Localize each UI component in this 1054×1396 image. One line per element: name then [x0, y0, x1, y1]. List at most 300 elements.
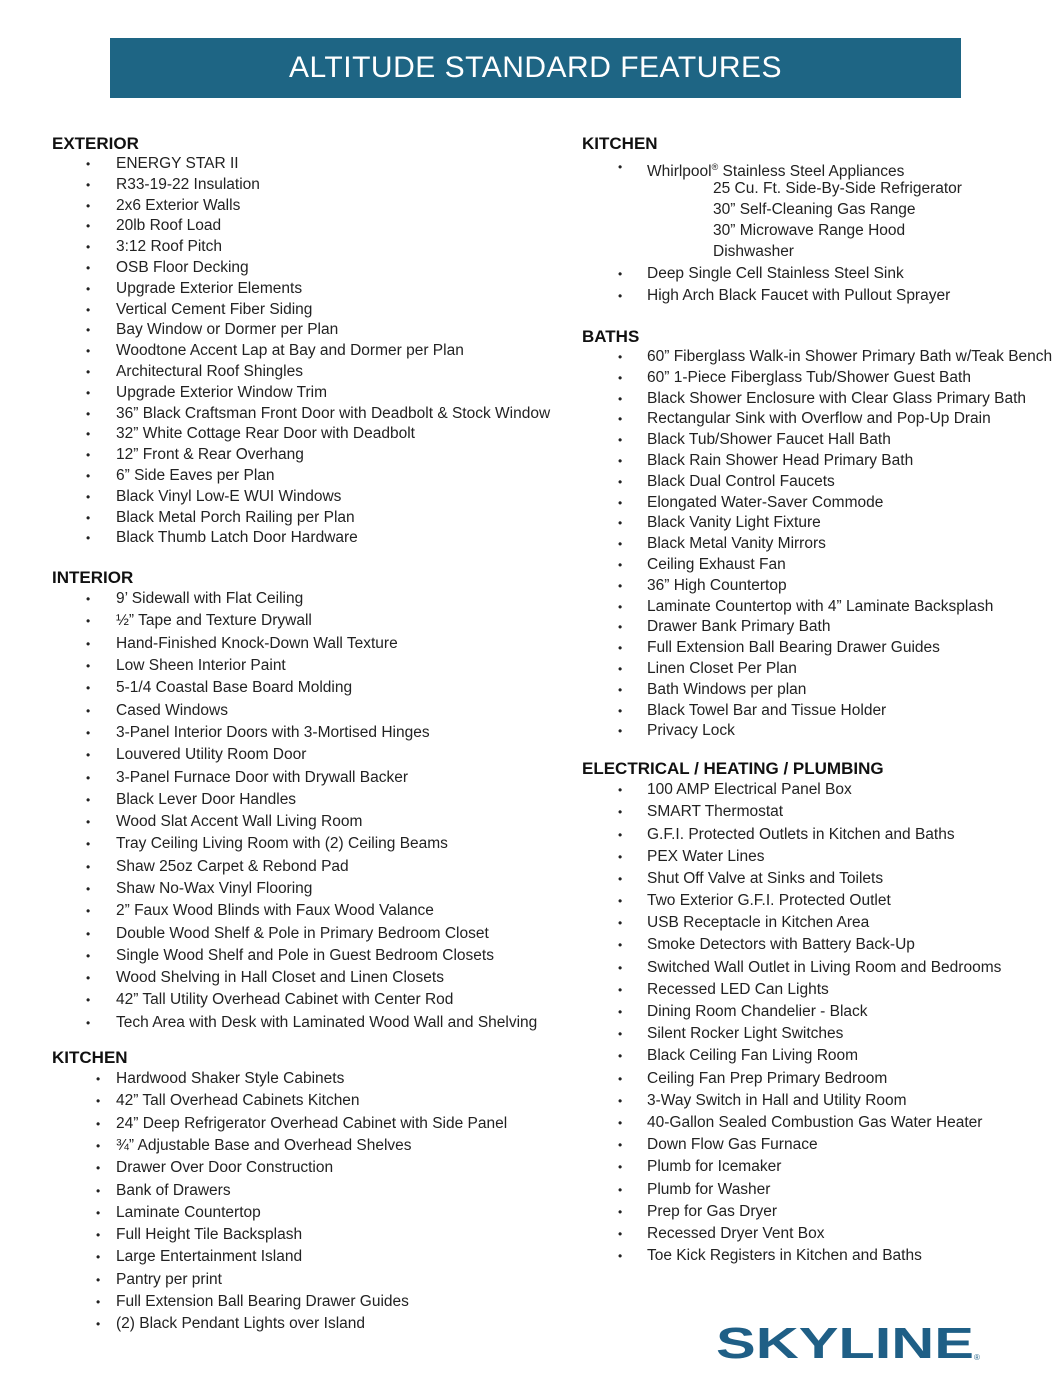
bullet-icon: •	[96, 1094, 101, 1109]
list-item	[52, 833, 552, 855]
list-item	[52, 1202, 552, 1224]
list-item-label: ¾” Adjustable Base and Overhead Shelves	[116, 1136, 412, 1154]
bullet-icon: •	[618, 1182, 623, 1197]
list-item-label: OSB Floor Decking	[116, 258, 249, 276]
section-title: ELECTRICAL / HEATING / PLUMBING	[582, 759, 884, 779]
list-item	[52, 811, 552, 833]
bullet-icon: •	[96, 1161, 101, 1176]
bullet-icon: •	[86, 882, 91, 896]
list-item-label: Upgrade Exterior Window Trim	[116, 383, 328, 401]
bullet-icon: •	[86, 1015, 91, 1030]
skyline-logo-mark	[716, 1322, 981, 1364]
bullet-icon: •	[618, 453, 623, 468]
list-item-label: Ceiling Exhaust Fan	[647, 555, 786, 573]
bullet-icon: •	[618, 1115, 623, 1130]
list-item-label: Elongated Water-Saver Commode	[647, 493, 884, 511]
kitchen-sink-list	[582, 263, 1052, 307]
bullet-icon: •	[96, 1250, 101, 1265]
list-item-label: 6” Side Eaves per Plan	[116, 466, 275, 484]
list-item	[52, 767, 552, 789]
list-item-label: Tech Area with Desk with Laminated Wood Wall and Shelving	[116, 1013, 538, 1031]
sub-item: Dishwasher	[713, 243, 794, 260]
list-item-label: Bay Window or Dormer per Plan	[116, 321, 339, 339]
list-item-label: Full Height Tile Backsplash	[116, 1226, 303, 1244]
page-title: ALTITUDE STANDARD FEATURES	[288, 51, 783, 84]
list-item	[582, 389, 1052, 410]
list-item	[52, 487, 552, 508]
bullet-icon: •	[86, 592, 91, 607]
section-electrical	[582, 759, 1052, 1267]
bullet-icon: •	[618, 160, 623, 174]
list-item	[582, 1090, 1052, 1112]
list-item-label: Black Towel Bar and Tissue Holder	[647, 701, 887, 719]
bullet-icon: •	[86, 385, 91, 400]
list-item	[582, 638, 1052, 659]
section-title: INTERIOR	[52, 568, 134, 588]
list-item	[52, 1157, 552, 1179]
list-item-label: R33-19-22 Insulation	[116, 175, 260, 193]
list-item	[582, 493, 1052, 514]
bullet-icon: •	[86, 364, 91, 379]
title-banner	[110, 38, 961, 98]
bullet-icon: •	[618, 641, 623, 656]
list-item	[52, 655, 552, 677]
list-item-label: Ceiling Fan Prep Primary Bedroom	[647, 1069, 888, 1087]
list-item-label: 12” Front & Rear Overhang	[116, 446, 304, 464]
bullet-icon: •	[618, 350, 623, 364]
list-item	[582, 555, 1052, 576]
list-item-label: Drawer Over Door Construction	[116, 1159, 334, 1177]
list-item-label: 60” Fiberglass Walk-in Shower Primary Bath w/Teak Bench	[647, 348, 1053, 365]
list-item-label: 42” Tall Utility Overhead Cabinet with Center Rod	[116, 991, 454, 1009]
list-item-label: Switched Wall Outlet in Living Room and Bedrooms	[647, 958, 1002, 976]
list-item	[52, 789, 552, 811]
list-item-label: Two Exterior G.F.I. Protected Outlet	[647, 892, 891, 910]
bullet-icon: •	[86, 614, 91, 629]
list-item-label: 36” High Countertop	[647, 576, 787, 594]
list-item-label: Double Wood Shelf & Pole in Primary Bedroom Closet	[116, 924, 489, 942]
list-item	[582, 347, 1052, 368]
list-item	[52, 216, 552, 237]
list-item-label: Silent Rocker Light Switches	[647, 1025, 844, 1043]
list-item-label: Black Dual Control Faucets	[647, 472, 835, 490]
list-item	[52, 700, 552, 722]
bullet-icon: •	[618, 537, 623, 552]
electrical-list	[582, 779, 1052, 1267]
list-item	[582, 534, 1052, 555]
list-item-label: Hand-Finished Knock-Down Wall Texture	[116, 634, 398, 652]
list-item	[52, 900, 552, 922]
bullet-icon: •	[96, 1295, 101, 1310]
list-item-label: 32” White Cottage Rear Door with Deadbolt	[116, 425, 415, 443]
list-item-label: Rectangular Sink with Overflow and Pop-Up Drain	[647, 410, 991, 428]
list-item-label: Hardwood Shaker Style Cabinets	[116, 1070, 345, 1088]
list-item-label: Bank of Drawers	[116, 1181, 231, 1199]
list-item	[52, 677, 552, 699]
bullet-icon: •	[618, 894, 623, 909]
bullet-icon: •	[618, 960, 623, 975]
list-item	[52, 175, 552, 196]
list-item-label: ½” Tape and Texture Drywall	[116, 612, 312, 630]
list-item-label: Toe Kick Registers in Kitchen and Baths	[647, 1247, 922, 1265]
bullet-icon: •	[86, 971, 91, 986]
sub-item: 25 Cu. Ft. Side-By-Side Refrigerator	[713, 180, 962, 197]
bullet-icon: •	[96, 1072, 101, 1087]
list-item-label: Black Metal Porch Railing per Plan	[116, 508, 355, 526]
list-item	[52, 300, 552, 321]
list-item-label: Upgrade Exterior Elements	[116, 279, 303, 297]
bullet-icon: •	[86, 859, 91, 874]
bullet-icon: •	[618, 599, 623, 614]
list-item	[52, 1291, 552, 1313]
list-item-label: Black Lever Door Handles	[116, 790, 297, 808]
bullet-icon: •	[86, 219, 91, 234]
list-item	[52, 404, 552, 425]
list-item-label: Shaw 25oz Carpet & Rebond Pad	[116, 857, 349, 875]
list-item	[52, 610, 552, 632]
list-item	[582, 1245, 1052, 1267]
bullet-icon: •	[618, 805, 623, 820]
bullet-icon: •	[618, 495, 623, 510]
list-item-label: 3-Panel Interior Doors with 3-Mortised Hinges	[116, 723, 430, 741]
list-item	[52, 258, 552, 279]
bullet-icon: •	[618, 1204, 623, 1219]
sub-item: 30” Microwave Range Hood	[713, 222, 906, 239]
list-item-label: Recessed Dryer Vent Box	[647, 1224, 825, 1242]
bullet-icon: •	[618, 1027, 623, 1042]
bullet-icon: •	[86, 281, 91, 296]
bullet-icon: •	[618, 916, 623, 931]
bullet-icon: •	[618, 412, 623, 427]
appliance-label: Stainless Steel Appliances	[718, 163, 905, 181]
bullet-icon: •	[618, 267, 623, 281]
list-item-label: Black Vinyl Low-E WUI Windows	[116, 487, 342, 505]
list-item	[582, 824, 1052, 846]
list-item	[52, 878, 552, 900]
bullet-icon: •	[86, 748, 91, 763]
list-item	[582, 957, 1052, 979]
bullet-icon: •	[618, 724, 623, 739]
list-item-label: Louvered Utility Room Door	[116, 746, 307, 764]
list-item-label: Privacy Lock	[647, 722, 735, 740]
bullet-icon: •	[618, 391, 623, 406]
logo-text: SKYLINE	[716, 1322, 974, 1364]
list-item-label: Shaw No-Wax Vinyl Flooring	[116, 880, 313, 897]
bullet-icon: •	[86, 323, 91, 338]
list-item-label: Full Extension Ball Bearing Drawer Guides	[116, 1293, 409, 1311]
list-item-label: ENERGY STAR II	[116, 155, 239, 172]
bullet-icon: •	[86, 427, 91, 442]
bullet-icon: •	[86, 406, 91, 421]
list-item	[582, 801, 1052, 823]
list-item	[52, 1313, 552, 1335]
list-item-label: Drawer Bank Primary Bath	[647, 618, 831, 636]
list-item-label: 9’ Sidewall with Flat Ceiling	[116, 590, 304, 608]
list-item	[52, 1135, 552, 1157]
list-item	[52, 1068, 552, 1090]
list-item-label: 3:12 Roof Pitch	[116, 238, 222, 256]
logo-reg-mark: ®	[974, 1353, 980, 1362]
list-item	[52, 466, 552, 487]
bullet-icon: •	[86, 725, 91, 740]
appliance-brand: Whirlpool	[647, 163, 712, 181]
list-item-label: Bath Windows per plan	[647, 680, 807, 698]
list-item	[52, 279, 552, 300]
list-item	[582, 680, 1052, 701]
list-item-label: 40-Gallon Sealed Combustion Gas Water Heater	[647, 1113, 983, 1131]
list-item	[582, 1001, 1052, 1023]
list-item-label: 42” Tall Overhead Cabinets Kitchen	[116, 1092, 360, 1110]
list-item	[582, 721, 1052, 742]
list-item	[582, 1201, 1052, 1223]
bullet-icon: •	[86, 993, 91, 1008]
list-item	[582, 154, 1052, 181]
list-item	[582, 979, 1052, 1001]
list-item-label: Black Metal Vanity Mirrors	[647, 535, 826, 553]
bullet-icon: •	[86, 177, 91, 192]
list-item	[52, 1180, 552, 1202]
list-item-label: 5-1/4 Coastal Base Board Molding	[116, 679, 353, 697]
list-item	[582, 430, 1052, 451]
list-item	[52, 196, 552, 217]
list-item-label: Recessed LED Can Lights	[647, 980, 829, 998]
list-item-label: Wood Shelving in Hall Closet and Linen Closets	[116, 969, 444, 987]
list-item	[582, 1045, 1052, 1067]
kitchen-appliance-list	[582, 154, 1052, 181]
bullet-icon: •	[96, 1317, 101, 1332]
list-item-label: Shut Off Valve at Sinks and Toilets	[647, 869, 884, 887]
list-item-label: 3-Way Switch in Hall and Utility Room	[647, 1091, 907, 1109]
list-item	[52, 744, 552, 766]
list-item	[582, 1156, 1052, 1178]
list-item	[52, 383, 552, 404]
list-item	[52, 989, 552, 1011]
bullet-icon: •	[618, 289, 623, 303]
list-item-label: 20lb Roof Load	[116, 217, 222, 235]
skyline-logo	[716, 1322, 981, 1364]
list-item-label: Single Wood Shelf and Pole in Guest Bedroom Closets	[116, 946, 494, 964]
list-item-label: 2” Faux Wood Blinds with Faux Wood Valance	[116, 902, 434, 920]
bullet-icon: •	[86, 636, 91, 651]
bullet-icon: •	[86, 302, 91, 317]
bullet-icon: •	[86, 531, 91, 546]
list-item	[582, 368, 1052, 389]
list-item	[582, 1023, 1052, 1045]
bullet-icon: •	[86, 198, 91, 213]
list-item	[52, 237, 552, 258]
bullet-icon: •	[618, 1226, 623, 1241]
bullet-icon: •	[618, 827, 623, 842]
list-item-label: Smoke Detectors with Battery Back-Up	[647, 936, 915, 954]
list-item-label: Large Entertainment Island	[116, 1248, 303, 1266]
bullet-icon: •	[618, 1005, 623, 1020]
list-item-label: Deep Single Cell Stainless Steel Sink	[647, 265, 904, 282]
list-item	[582, 1179, 1052, 1201]
bullet-icon: •	[618, 1093, 623, 1108]
list-item-label: Plumb for Icemaker	[647, 1158, 782, 1176]
exterior-list	[52, 154, 552, 549]
list-item-label: High Arch Black Faucet with Pullout Sprayer	[647, 287, 951, 304]
bullet-icon: •	[618, 516, 623, 531]
list-item	[52, 1246, 552, 1268]
list-item-label: Full Extension Ball Bearing Drawer Guides	[647, 639, 940, 657]
section-title: KITCHEN	[582, 134, 658, 153]
list-item-label: PEX Water Lines	[647, 847, 765, 865]
list-item-label: Laminate Countertop	[116, 1203, 261, 1221]
list-item-label: Linen Closet Per Plan	[647, 659, 797, 677]
registered-mark: ®	[711, 162, 719, 172]
list-item	[582, 472, 1052, 493]
bullet-icon: •	[86, 240, 91, 255]
bullet-icon: •	[618, 849, 623, 864]
bullet-icon: •	[86, 659, 91, 674]
list-item-label: 100 AMP Electrical Panel Box	[647, 781, 852, 799]
list-item-label: Black Thumb Latch Door Hardware	[116, 529, 358, 547]
left-column	[52, 134, 552, 1336]
list-item	[52, 528, 552, 549]
list-item	[582, 597, 1052, 618]
list-item-label: G.F.I. Protected Outlets in Kitchen and Baths	[647, 825, 955, 843]
sub-item: 30” Self-Cleaning Gas Range	[713, 201, 916, 218]
bullet-icon: •	[96, 1116, 101, 1131]
list-item-label: Black Tub/Shower Faucet Hall Bath	[647, 431, 891, 449]
list-item	[52, 1012, 552, 1034]
list-item-label: Pantry per print	[116, 1270, 222, 1288]
bullet-icon: •	[86, 770, 91, 785]
list-item	[582, 912, 1052, 934]
list-item	[52, 1113, 552, 1135]
list-item	[52, 1090, 552, 1112]
bullet-icon: •	[86, 703, 91, 718]
list-item-label: Black Shower Enclosure with Clear Glass Primary Bath	[647, 389, 1027, 407]
bullet-icon: •	[618, 557, 623, 572]
list-item-label: Prep for Gas Dryer	[647, 1202, 778, 1220]
list-item	[52, 945, 552, 967]
list-item-label: Laminate Countertop with 4” Laminate Backsplash	[647, 597, 994, 615]
list-item	[582, 1112, 1052, 1134]
list-item	[582, 1134, 1052, 1156]
list-item	[52, 362, 552, 383]
list-item-label: Black Ceiling Fan Living Room	[647, 1047, 859, 1065]
list-item-label: 60” 1-Piece Fiberglass Tub/Shower Guest Bath	[647, 368, 971, 386]
section-interior	[52, 568, 552, 1034]
bullet-icon: •	[618, 871, 623, 886]
list-item-label: Black Vanity Light Fixture	[647, 514, 821, 532]
bullet-icon: •	[86, 948, 91, 963]
list-item	[52, 445, 552, 466]
kitchen-cabinet-list	[52, 1068, 552, 1336]
bullet-icon: •	[86, 904, 91, 919]
list-item-label: Down Flow Gas Furnace	[647, 1136, 818, 1154]
list-item	[582, 451, 1052, 472]
bullet-icon: •	[618, 620, 623, 635]
bullet-icon: •	[618, 783, 623, 798]
list-item-label: 24” Deep Refrigerator Overhead Cabinet with Side Panel	[116, 1114, 508, 1132]
list-item-label: Cased Windows	[116, 701, 228, 719]
bullet-icon: •	[618, 1071, 623, 1086]
bullet-icon: •	[96, 1272, 101, 1287]
list-item-label: Dining Room Chandelier - Black	[647, 1003, 868, 1021]
section-title: EXTERIOR	[52, 134, 139, 153]
list-item	[582, 1068, 1052, 1090]
list-item	[582, 846, 1052, 868]
list-item-label: Tray Ceiling Living Room with (2) Ceiling Beams	[116, 835, 448, 853]
bullet-icon: •	[618, 1249, 623, 1264]
list-item	[52, 1269, 552, 1291]
interior-list	[52, 588, 552, 1034]
bullet-icon: •	[618, 661, 623, 676]
bullet-icon: •	[618, 578, 623, 593]
bullet-icon: •	[96, 1138, 101, 1153]
list-item-label: Black Rain Shower Head Primary Bath	[647, 451, 914, 469]
baths-list	[582, 347, 1052, 742]
bullet-icon: •	[86, 837, 91, 852]
list-item-label: Plumb for Washer	[647, 1180, 771, 1198]
list-item	[52, 154, 552, 175]
list-item-label: USB Receptacle in Kitchen Area	[647, 914, 870, 932]
bullet-icon: •	[618, 703, 623, 718]
bullet-icon: •	[86, 792, 91, 807]
list-item	[52, 856, 552, 878]
list-item-label: Architectural Roof Shingles	[116, 362, 303, 380]
bullet-icon: •	[618, 370, 623, 385]
list-item	[582, 868, 1052, 890]
bullet-icon: •	[618, 982, 623, 997]
list-item	[52, 722, 552, 744]
bullet-icon: •	[618, 1049, 623, 1064]
bullet-icon: •	[618, 1160, 623, 1175]
bullet-icon: •	[86, 815, 91, 830]
section-kitchen-left	[52, 1048, 552, 1336]
list-item	[52, 341, 552, 362]
bullet-icon: •	[86, 157, 91, 171]
list-item-label: 3-Panel Furnace Door with Drywall Backer	[116, 768, 409, 786]
bullet-icon: •	[96, 1205, 101, 1220]
list-item	[52, 588, 552, 610]
list-item-label: Woodtone Accent Lap at Bay and Dormer per Plan	[116, 342, 464, 360]
list-item-label: 36” Black Craftsman Front Door with Deadbolt & Stock Window	[116, 404, 551, 422]
bullet-icon: •	[86, 260, 91, 275]
bullet-icon: •	[86, 448, 91, 463]
list-item-label: Low Sheen Interior Paint	[116, 657, 286, 675]
section-title: KITCHEN	[52, 1048, 128, 1068]
bullet-icon: •	[618, 433, 623, 448]
list-item-label: Vertical Cement Fiber Siding	[116, 300, 313, 318]
list-item	[582, 1223, 1052, 1245]
bullet-icon: •	[96, 1228, 101, 1243]
appliance-sublist	[582, 178, 1052, 262]
list-item	[582, 513, 1052, 534]
list-item	[52, 1224, 552, 1246]
bullet-icon: •	[86, 344, 91, 359]
list-item	[52, 424, 552, 445]
bullet-icon: •	[86, 926, 91, 941]
section-exterior	[52, 134, 552, 549]
bullet-icon: •	[86, 468, 91, 483]
list-item	[52, 967, 552, 989]
bullet-icon: •	[96, 1183, 101, 1198]
bullet-icon: •	[86, 489, 91, 504]
list-item	[52, 320, 552, 341]
list-item-label: 2x6 Exterior Walls	[116, 196, 241, 214]
list-item	[582, 779, 1052, 801]
section-baths	[582, 327, 1052, 742]
list-item-label: SMART Thermostat	[647, 803, 784, 821]
bullet-icon: •	[618, 938, 623, 953]
list-item	[582, 890, 1052, 912]
section-title: BATHS	[582, 327, 640, 346]
list-item	[582, 576, 1052, 597]
